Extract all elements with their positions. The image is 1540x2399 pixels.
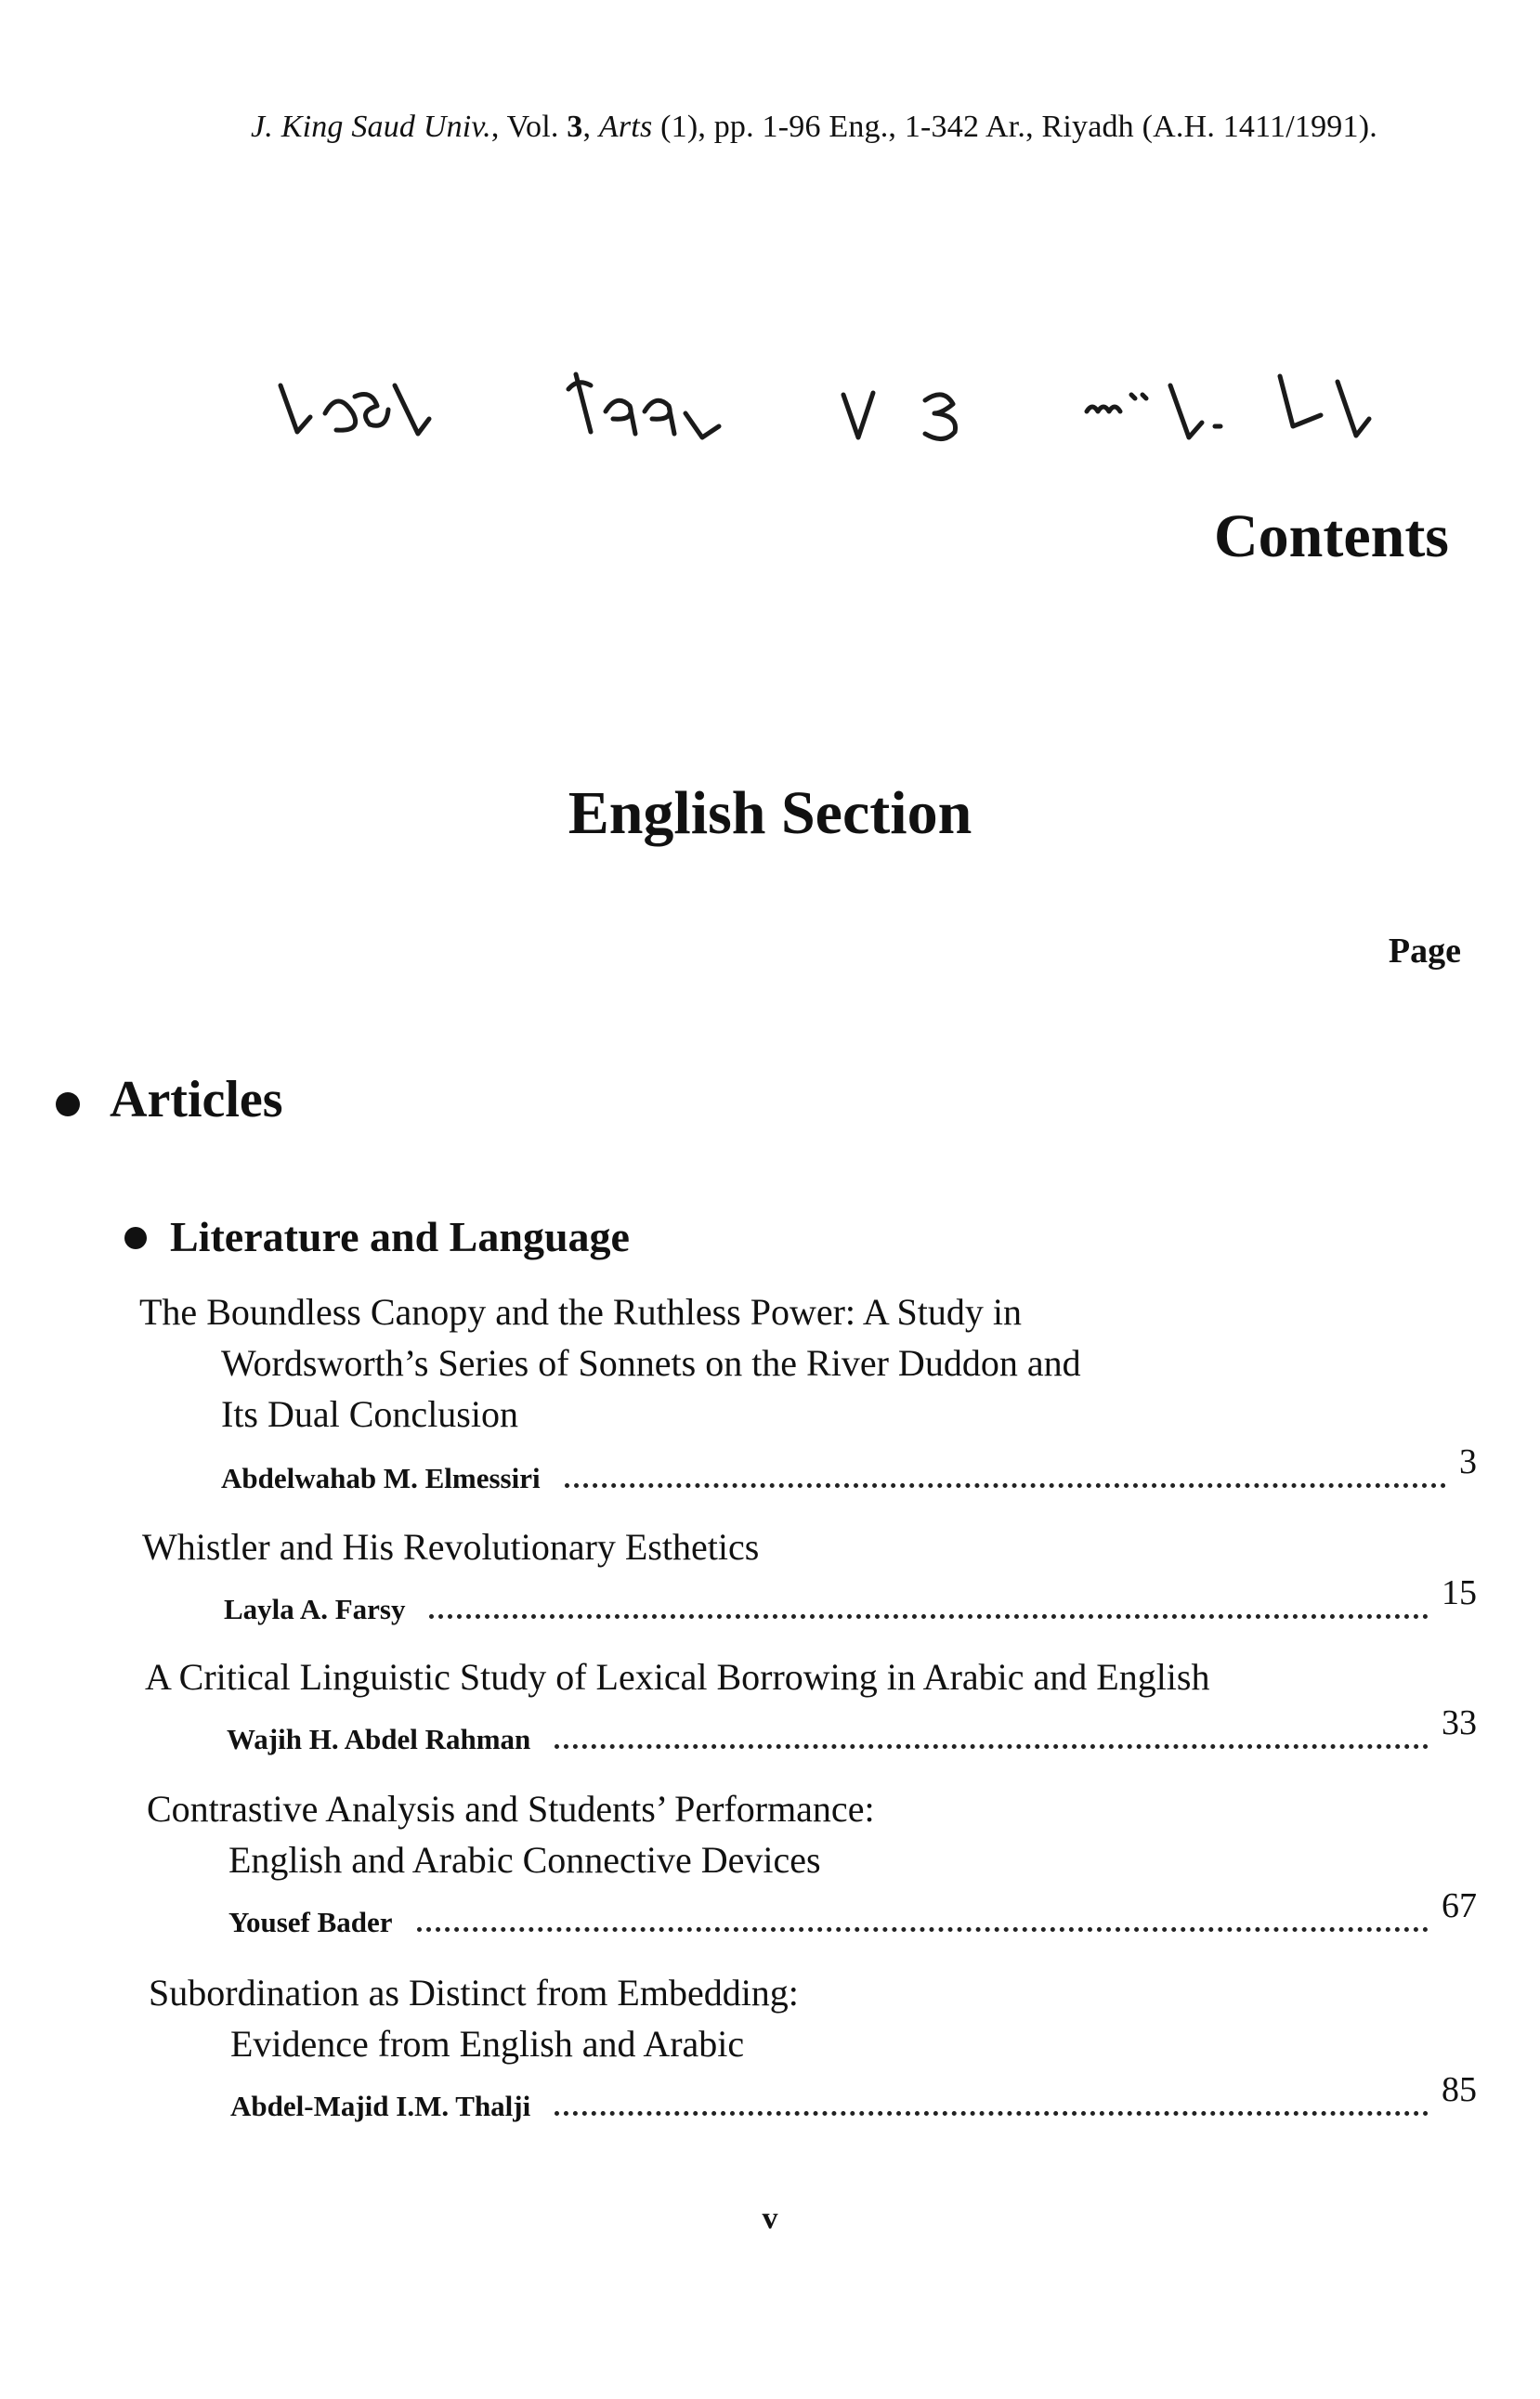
dot-leader — [429, 1614, 1429, 1619]
category-heading: Literature and Language — [170, 1213, 630, 1260]
handwriting-drawing — [269, 358, 1430, 450]
entry-title-line: Its Dual Conclusion — [221, 1393, 518, 1435]
entry-title-line: A Critical Linguistic Study of Lexical Borrowing in Arabic and English — [145, 1656, 1210, 1698]
volume-prefix: , Vol. — [490, 110, 568, 144]
author-row — [142, 1573, 1477, 1626]
page-folio: v — [762, 2201, 778, 2236]
entry-title-line: Contrastive Analysis and Students’ Performance: — [147, 1788, 875, 1830]
entry-title-line: Subordination as Distinct from Embedding: — [149, 1972, 799, 2014]
citation-details: (1), pp. 1-96 Eng., 1-342 Ar., Riyadh (A.H. 1411/1991). — [652, 110, 1377, 144]
entry-page-number: 67 — [1442, 1886, 1477, 1925]
toc-entry — [147, 1783, 1477, 1939]
citation-separator: , — [582, 110, 599, 144]
author-row — [145, 1703, 1477, 1756]
entry-page-number: 33 — [1442, 1703, 1477, 1742]
journal-citation — [251, 110, 1377, 145]
entry-title-line: Evidence from English and Arabic — [230, 2023, 745, 2065]
author-row — [147, 1886, 1477, 1939]
entry-author: Layla A. Farsy — [224, 1593, 406, 1625]
dot-leader — [417, 1927, 1429, 1932]
toc-entry — [145, 1651, 1477, 1756]
entry-author: Wajih H. Abdel Rahman — [227, 1723, 531, 1755]
articles-bullet-icon — [56, 1092, 80, 1116]
page-column-label: Page — [1388, 932, 1461, 971]
entry-page-number: 15 — [1442, 1573, 1477, 1612]
articles-heading: Articles — [110, 1071, 283, 1128]
author-row — [139, 1442, 1477, 1495]
dot-leader — [565, 1483, 1446, 1488]
series-name: Arts — [598, 110, 653, 144]
handwritten-annotation — [269, 358, 1430, 450]
toc-entry — [139, 1286, 1477, 1495]
entry-page-number: 3 — [1459, 1442, 1477, 1481]
toc-entry — [149, 1967, 1477, 2123]
author-row — [149, 2070, 1477, 2123]
dot-leader — [555, 1744, 1429, 1749]
entry-title-line: The Boundless Canopy and the Ruthless Power: A Study in — [139, 1291, 1022, 1333]
entry-author: Abdel-Majid I.M. Thalji — [230, 2090, 531, 2122]
entry-title-line: Whistler and His Revolutionary Esthetics — [142, 1526, 760, 1568]
toc-entry — [142, 1521, 1477, 1626]
dot-leader — [555, 2111, 1429, 2116]
journal-name: J. King Saud Univ. — [251, 110, 491, 144]
category-bullet-icon — [124, 1227, 147, 1249]
page-title: Contents — [1213, 502, 1449, 570]
volume-number: 3 — [567, 110, 583, 144]
section-title: English Section — [568, 779, 972, 847]
entry-author: Yousef Bader — [228, 1906, 393, 1938]
entry-author: Abdelwahab M. Elmessiri — [221, 1462, 541, 1494]
entry-title-line: Wordsworth’s Series of Sonnets on the River Duddon and — [221, 1342, 1081, 1384]
entry-page-number: 85 — [1442, 2070, 1477, 2109]
entry-title-line: English and Arabic Connective Devices — [228, 1839, 821, 1881]
